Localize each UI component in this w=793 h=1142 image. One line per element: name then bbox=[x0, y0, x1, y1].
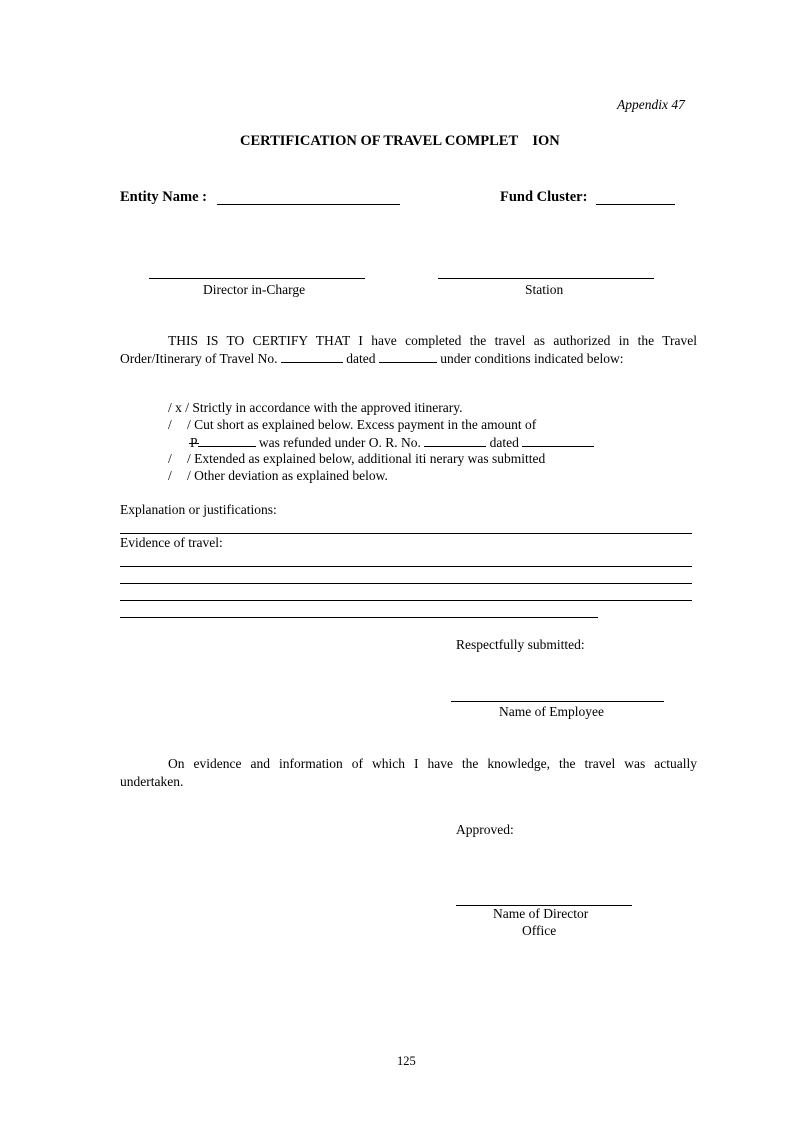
page-title: CERTIFICATION OF TRAVEL COMPLET ION bbox=[240, 133, 560, 149]
option-cut-short-checkbox[interactable]: / bbox=[168, 417, 172, 432]
page-number: 125 bbox=[397, 1054, 416, 1068]
station-line[interactable] bbox=[438, 278, 654, 279]
peso-sign: P bbox=[190, 435, 198, 450]
entity-name-field[interactable] bbox=[217, 204, 400, 205]
refund-line bbox=[190, 435, 594, 450]
excess-amount-field[interactable] bbox=[198, 435, 256, 447]
evidence-line-2[interactable] bbox=[120, 583, 692, 584]
evidence-statement-line-1: On evidence and information of which I have the knowledge, the travel was actually bbox=[168, 756, 697, 771]
refund-dated-label: dated bbox=[489, 435, 519, 450]
entity-name-label: Entity Name : bbox=[120, 189, 207, 205]
director-in-charge-line[interactable] bbox=[149, 278, 365, 279]
fund-cluster-label: Fund Cluster: bbox=[500, 189, 588, 205]
explanation-line-1[interactable] bbox=[120, 533, 692, 534]
certification-paragraph bbox=[120, 332, 697, 368]
respectfully-submitted-label: Respectfully submitted: bbox=[456, 637, 585, 652]
travel-order-number-field[interactable] bbox=[281, 351, 343, 363]
station-label: Station bbox=[525, 282, 564, 297]
dated-label: dated bbox=[346, 351, 376, 366]
appendix-label: Appendix 47 bbox=[617, 97, 685, 112]
employee-name-label: Name of Employee bbox=[499, 704, 604, 719]
certification-line-1: THIS IS TO CERTIFY THAT I have completed the travel as authorized in the Travel bbox=[168, 333, 697, 348]
fund-cluster-field[interactable] bbox=[596, 204, 675, 205]
option-extended: / Extended as explained below, additional iti nerary was submitted bbox=[187, 451, 546, 466]
director-office-label: Office bbox=[522, 923, 557, 938]
conditions-label: under conditions indicated below: bbox=[440, 351, 624, 366]
director-name-label: Name of Director bbox=[493, 906, 589, 921]
travel-order-label: Order/Itinerary of Travel No. bbox=[120, 351, 278, 366]
travel-order-date-field[interactable] bbox=[379, 351, 437, 363]
evidence-line-1[interactable] bbox=[120, 566, 692, 567]
evidence-line-3[interactable] bbox=[120, 600, 692, 601]
certification-line-2 bbox=[120, 350, 697, 368]
option-cut-short: / Cut short as explained below. Excess payment in the amount of bbox=[187, 417, 537, 432]
evidence-line-4[interactable] bbox=[120, 617, 598, 618]
evidence-statement-line-2: undertaken. bbox=[120, 774, 184, 789]
option-extended-checkbox[interactable]: / bbox=[168, 451, 172, 466]
option-other-checkbox[interactable]: / bbox=[168, 468, 172, 483]
explanation-label: Explanation or justifications: bbox=[120, 502, 277, 517]
refunded-label: was refunded under O. R. No. bbox=[258, 435, 421, 450]
approved-label: Approved: bbox=[456, 822, 514, 837]
evidence-label: Evidence of travel: bbox=[120, 535, 223, 550]
employee-signature-line[interactable] bbox=[451, 701, 664, 702]
evidence-statement bbox=[120, 755, 697, 791]
refund-date-field[interactable] bbox=[522, 435, 594, 447]
option-strict[interactable]: / x / Strictly in accordance with the approved itinerary. bbox=[168, 400, 463, 415]
or-number-field[interactable] bbox=[424, 435, 486, 447]
option-other: / Other deviation as explained below. bbox=[187, 468, 388, 483]
director-in-charge-label: Director in-Charge bbox=[203, 282, 306, 297]
